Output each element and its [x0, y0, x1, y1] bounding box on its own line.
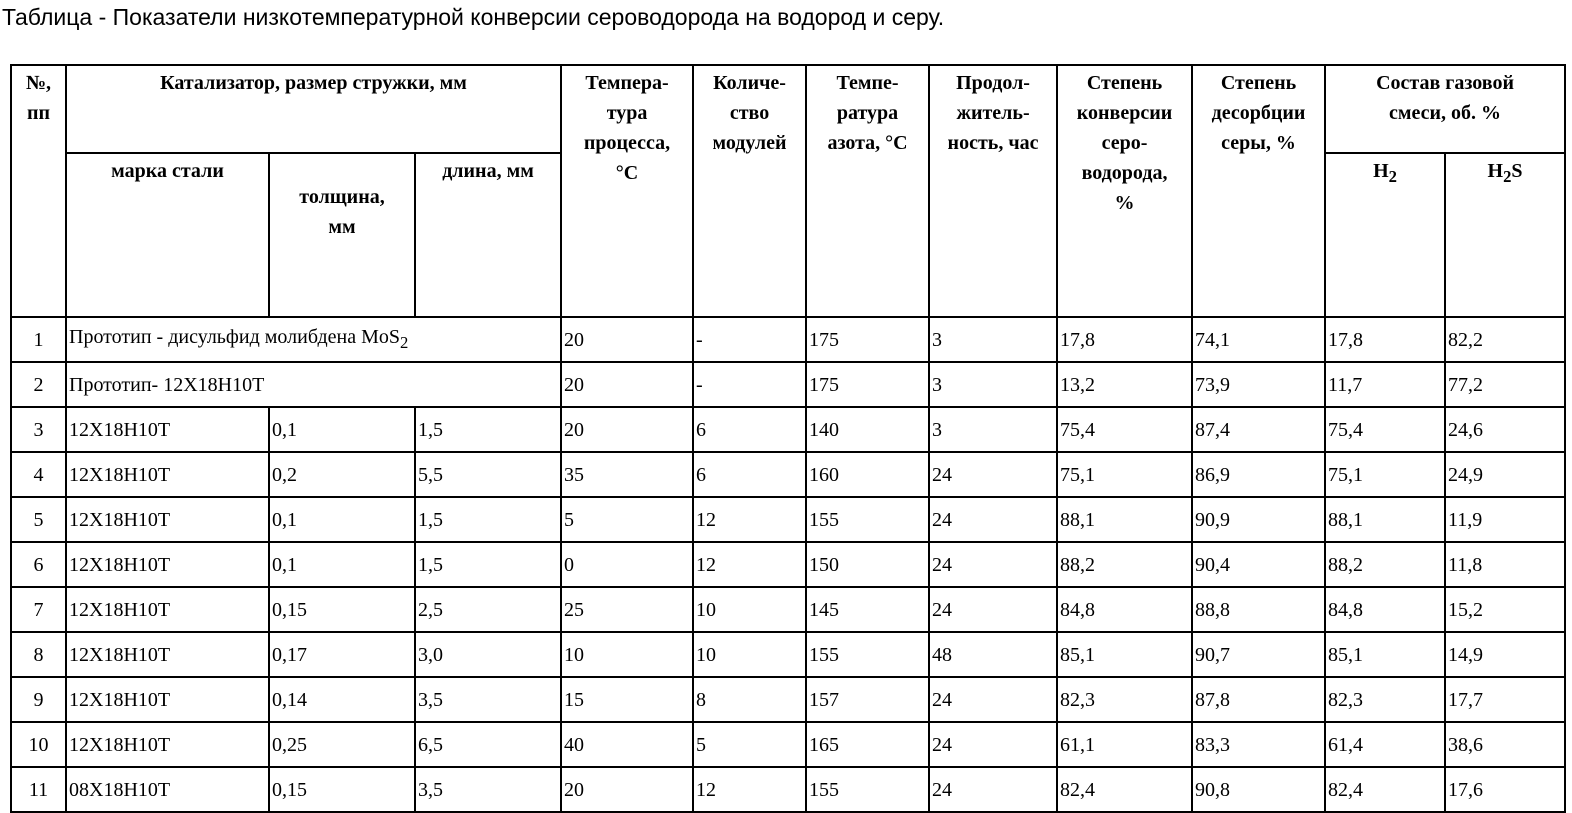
cell-catalyst: Прототип- 12Х18Н10Т	[66, 362, 561, 407]
cell-duration: 24	[929, 677, 1057, 722]
cell-modules: -	[693, 317, 806, 362]
cell-num: 9	[11, 677, 66, 722]
cell-steel: 12Х18Н10Т	[66, 452, 269, 497]
header-process-temp: Темпера- тура процесса, °С	[561, 65, 693, 317]
cell-catalyst: Прототип - дисульфид молибдена MoS$_2$	[66, 317, 561, 362]
cell-temp: 10	[561, 632, 693, 677]
cell-length: 3,5	[415, 767, 561, 812]
cell-h2s: 15,2	[1445, 587, 1565, 632]
results-table	[10, 64, 1566, 813]
cell-temp: 35	[561, 452, 693, 497]
table-row	[11, 362, 1565, 407]
header-num: №, пп	[11, 65, 66, 317]
cell-steel: 12Х18Н10Т	[66, 632, 269, 677]
cell-desorption: 90,7	[1192, 632, 1325, 677]
cell-duration: 3	[929, 317, 1057, 362]
cell-desorption: 90,9	[1192, 497, 1325, 542]
cell-n2: 155	[806, 767, 929, 812]
cell-length: 2,5	[415, 587, 561, 632]
cell-modules: 12	[693, 497, 806, 542]
cell-conversion: 88,2	[1057, 542, 1192, 587]
cell-n2: 150	[806, 542, 929, 587]
cell-duration: 24	[929, 587, 1057, 632]
cell-duration: 48	[929, 632, 1057, 677]
header-conversion: Степень конверсии серо- водорода, %	[1057, 65, 1192, 317]
cell-n2: 165	[806, 722, 929, 767]
cell-h2s: 77,2	[1445, 362, 1565, 407]
cell-desorption: 83,3	[1192, 722, 1325, 767]
cell-num: 8	[11, 632, 66, 677]
cell-n2: 155	[806, 632, 929, 677]
table-row	[11, 497, 1565, 542]
cell-thickness: 0,1	[269, 407, 415, 452]
cell-temp: 15	[561, 677, 693, 722]
cell-conversion: 17,8	[1057, 317, 1192, 362]
cell-length: 3,5	[415, 677, 561, 722]
cell-h2: 61,4	[1325, 722, 1445, 767]
cell-length: 6,5	[415, 722, 561, 767]
cell-modules: 5	[693, 722, 806, 767]
cell-h2: 82,3	[1325, 677, 1445, 722]
cell-desorption: 88,8	[1192, 587, 1325, 632]
cell-desorption: 74,1	[1192, 317, 1325, 362]
cell-steel: 08Х18Н10Т	[66, 767, 269, 812]
cell-num: 7	[11, 587, 66, 632]
cell-num: 6	[11, 542, 66, 587]
cell-temp: 20	[561, 317, 693, 362]
cell-thickness: 0,2	[269, 452, 415, 497]
cell-conversion: 82,4	[1057, 767, 1192, 812]
cell-length: 3,0	[415, 632, 561, 677]
cell-conversion: 82,3	[1057, 677, 1192, 722]
header-nitrogen-temp: Темпе- ратура азота, °С	[806, 65, 929, 317]
header-steel: марка стали	[66, 153, 269, 317]
table-row	[11, 407, 1565, 452]
cell-temp: 0	[561, 542, 693, 587]
cell-temp: 25	[561, 587, 693, 632]
header-modules: Количе- ство модулей	[693, 65, 806, 317]
cell-steel: 12Х18Н10Т	[66, 587, 269, 632]
cell-num: 5	[11, 497, 66, 542]
cell-num: 4	[11, 452, 66, 497]
table-row	[11, 452, 1565, 497]
cell-conversion: 85,1	[1057, 632, 1192, 677]
cell-n2: 140	[806, 407, 929, 452]
cell-h2s: 17,6	[1445, 767, 1565, 812]
cell-steel: 12Х18Н10Т	[66, 677, 269, 722]
cell-h2: 17,8	[1325, 317, 1445, 362]
header-duration: Продол- житель- ность, час	[929, 65, 1057, 317]
cell-h2: 88,2	[1325, 542, 1445, 587]
cell-thickness: 0,17	[269, 632, 415, 677]
header-row-1	[11, 65, 1565, 153]
cell-thickness: 0,1	[269, 542, 415, 587]
cell-conversion: 75,1	[1057, 452, 1192, 497]
cell-num: 2	[11, 362, 66, 407]
cell-h2s: 14,9	[1445, 632, 1565, 677]
table-row	[11, 542, 1565, 587]
cell-desorption: 90,4	[1192, 542, 1325, 587]
cell-n2: 175	[806, 317, 929, 362]
cell-modules: 10	[693, 587, 806, 632]
table-row	[11, 632, 1565, 677]
table-row	[11, 722, 1565, 767]
cell-num: 3	[11, 407, 66, 452]
cell-h2s: 38,6	[1445, 722, 1565, 767]
cell-temp: 40	[561, 722, 693, 767]
cell-conversion: 61,1	[1057, 722, 1192, 767]
cell-steel: 12Х18Н10Т	[66, 497, 269, 542]
cell-desorption: 73,9	[1192, 362, 1325, 407]
cell-h2: 82,4	[1325, 767, 1445, 812]
cell-duration: 3	[929, 362, 1057, 407]
cell-desorption: 86,9	[1192, 452, 1325, 497]
cell-n2: 155	[806, 497, 929, 542]
cell-n2: 145	[806, 587, 929, 632]
table-title: Таблица - Показатели низкотемпературной конверсии сероводорода на водород и серу.	[2, 4, 945, 30]
cell-length: 5,5	[415, 452, 561, 497]
cell-modules: 12	[693, 767, 806, 812]
cell-h2s: 82,2	[1445, 317, 1565, 362]
cell-h2: 88,1	[1325, 497, 1445, 542]
cell-length: 1,5	[415, 542, 561, 587]
cell-thickness: 0,15	[269, 587, 415, 632]
cell-temp: 20	[561, 407, 693, 452]
cell-n2: 160	[806, 452, 929, 497]
cell-duration: 24	[929, 767, 1057, 812]
cell-thickness: 0,15	[269, 767, 415, 812]
cell-thickness: 0,14	[269, 677, 415, 722]
cell-num: 11	[11, 767, 66, 812]
cell-length: 1,5	[415, 497, 561, 542]
header-h2s: $H_2S$	[1445, 153, 1565, 317]
cell-desorption: 90,8	[1192, 767, 1325, 812]
cell-conversion: 88,1	[1057, 497, 1192, 542]
cell-duration: 24	[929, 542, 1057, 587]
cell-h2: 75,1	[1325, 452, 1445, 497]
cell-h2s: 24,9	[1445, 452, 1565, 497]
cell-h2: 75,4	[1325, 407, 1445, 452]
cell-length: 1,5	[415, 407, 561, 452]
cell-temp: 5	[561, 497, 693, 542]
cell-modules: 10	[693, 632, 806, 677]
cell-conversion: 75,4	[1057, 407, 1192, 452]
cell-modules: 6	[693, 452, 806, 497]
cell-conversion: 84,8	[1057, 587, 1192, 632]
cell-n2: 157	[806, 677, 929, 722]
cell-steel: 12Х18Н10Т	[66, 722, 269, 767]
cell-duration: 24	[929, 722, 1057, 767]
cell-h2: 11,7	[1325, 362, 1445, 407]
header-thickness: толщина, мм	[269, 153, 415, 317]
cell-num: 1	[11, 317, 66, 362]
cell-desorption: 87,4	[1192, 407, 1325, 452]
cell-modules: -	[693, 362, 806, 407]
cell-thickness: 0,25	[269, 722, 415, 767]
cell-desorption: 87,8	[1192, 677, 1325, 722]
cell-thickness: 0,1	[269, 497, 415, 542]
table-row	[11, 317, 1565, 362]
cell-duration: 24	[929, 452, 1057, 497]
cell-duration: 3	[929, 407, 1057, 452]
cell-h2s: 11,9	[1445, 497, 1565, 542]
cell-steel: 12Х18Н10Т	[66, 542, 269, 587]
cell-steel: 12Х18Н10Т	[66, 407, 269, 452]
cell-temp: 20	[561, 362, 693, 407]
cell-h2s: 24,6	[1445, 407, 1565, 452]
cell-n2: 175	[806, 362, 929, 407]
table-row	[11, 767, 1565, 812]
cell-duration: 24	[929, 497, 1057, 542]
cell-h2s: 11,8	[1445, 542, 1565, 587]
header-h2: $H_2$	[1325, 153, 1445, 317]
table-row	[11, 587, 1565, 632]
cell-modules: 8	[693, 677, 806, 722]
cell-conversion: 13,2	[1057, 362, 1192, 407]
cell-modules: 6	[693, 407, 806, 452]
table-row	[11, 677, 1565, 722]
cell-modules: 12	[693, 542, 806, 587]
cell-h2: 84,8	[1325, 587, 1445, 632]
cell-h2s: 17,7	[1445, 677, 1565, 722]
header-length: длина, мм	[415, 153, 561, 317]
header-catalyst: Катализатор, размер стружки, мм	[66, 65, 561, 153]
cell-num: 10	[11, 722, 66, 767]
cell-h2: 85,1	[1325, 632, 1445, 677]
header-desorption: Степень десорбции серы, %	[1192, 65, 1325, 317]
header-gas-mix: Состав газовой смеси, об. %	[1325, 65, 1565, 153]
cell-temp: 20	[561, 767, 693, 812]
